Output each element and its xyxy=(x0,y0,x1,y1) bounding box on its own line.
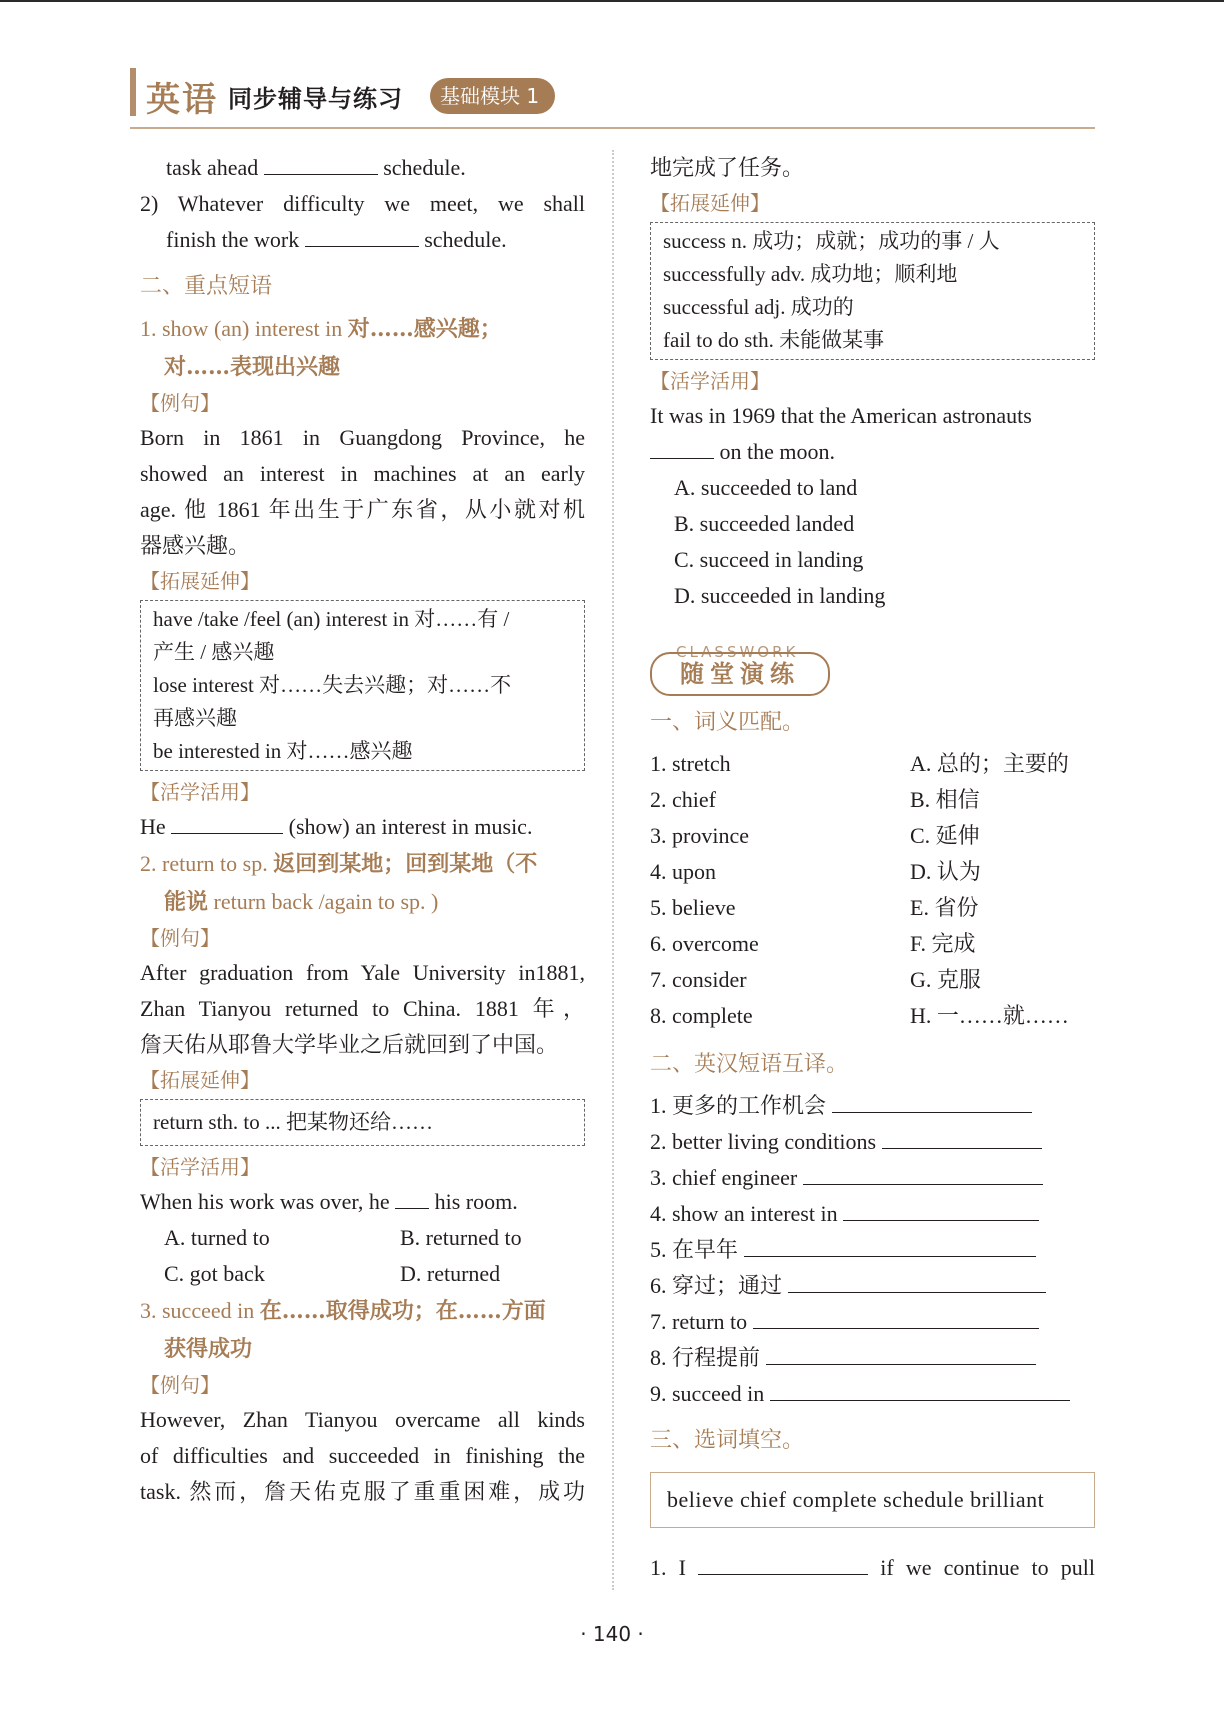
translate-item: 4. show an interest in xyxy=(650,1196,1095,1232)
option-a[interactable]: A. turned to xyxy=(164,1225,270,1250)
match-row: 6. overcome F. 完成 xyxy=(650,931,976,956)
example-3: However, Zhan Tianyou overcame all kinds of difficulties and succeeded in finishing the task. 然而，詹天佑克服了重重困难，成功 xyxy=(140,1407,585,1504)
phrase-3-heading: 3. succeed in 在……取得成功；在……方面 xyxy=(140,1298,546,1324)
section-title-matching: 一、词义匹配。 xyxy=(650,710,805,735)
answer-blank[interactable] xyxy=(788,1270,1046,1293)
right-column xyxy=(650,150,1095,1586)
option-b[interactable]: B. succeeded landed xyxy=(674,511,855,536)
match-row: 8. complete H. 一……就…… xyxy=(650,1003,1069,1028)
option-a[interactable]: A. succeeded to land xyxy=(674,475,858,500)
header-accent-bar xyxy=(130,68,136,116)
match-row: 3. province C. 延伸 xyxy=(650,823,980,848)
match-row: 1. stretch A. 总的；主要的 xyxy=(650,751,1069,776)
answer-blank[interactable] xyxy=(171,811,283,834)
answer-blank[interactable] xyxy=(744,1234,1036,1257)
practice-1: He (show) an interest in music. xyxy=(140,809,585,845)
phrase-1-heading: 1. show (an) interest in 对……感兴趣； xyxy=(140,316,502,342)
option-c[interactable]: C. succeed in landing xyxy=(674,547,864,572)
header-module-badge: 基础模块 1 xyxy=(430,78,555,114)
answer-blank[interactable] xyxy=(650,436,714,459)
translate-item: 5. 在早年 xyxy=(650,1232,1095,1268)
question-2-line-2: finish the work schedule. xyxy=(140,222,585,258)
answer-blank[interactable] xyxy=(843,1198,1039,1221)
answer-blank[interactable] xyxy=(698,1552,868,1575)
classwork-banner xyxy=(650,634,1095,698)
example-2: After graduation from Yale University in1881, Zhan Tianyou returned to China. 1881 年， 詹天佑从耶鲁大学毕业之后就回到了中国。 xyxy=(140,960,585,1057)
section-title-key-phrases: 二、重点短语 xyxy=(140,274,273,299)
extend-box-2: return sth. to ... 把某物还给…… xyxy=(140,1099,585,1146)
tag-extend: 【拓展延伸】 xyxy=(140,1068,260,1092)
example-1: Born in 1861 in Guangdong Province, he showed an interest in machines at an early age. 他 1861 年出生于广东省，从小就对机 器感兴趣。 xyxy=(140,425,585,558)
question-2-line-1: 2) Whatever difficulty we meet, we shall xyxy=(140,191,585,216)
answer-blank[interactable] xyxy=(766,1342,1036,1365)
match-row: 7. consider G. 克服 xyxy=(650,967,981,992)
fill-question-1: 1. I if we continue to pull xyxy=(650,1550,1095,1586)
translate-item: 3. chief engineer xyxy=(650,1160,1095,1196)
matching-list xyxy=(650,746,1095,1034)
match-row: 4. upon D. 认为 xyxy=(650,859,981,884)
practice-3-line-1: It was in 1969 that the American astronauts xyxy=(650,403,1032,428)
column-divider xyxy=(612,150,614,1590)
header-book-title: 同步辅导与练习 xyxy=(228,85,403,113)
answer-blank[interactable] xyxy=(803,1162,1043,1185)
tag-extend: 【拓展延伸】 xyxy=(650,191,770,215)
translation-list xyxy=(650,1088,1095,1412)
phrase-3-heading-cont: 获得成功 xyxy=(164,1336,253,1362)
translate-item: 1. 更多的工作机会 xyxy=(650,1088,1095,1124)
phrase-2-heading: 2. return to sp. 返回到某地；回到某地（不 xyxy=(140,851,538,877)
practice-2: When his work was over, he his room. xyxy=(140,1184,585,1220)
match-row: 5. believe E. 省份 xyxy=(650,895,979,920)
option-c[interactable]: C. got back xyxy=(164,1261,265,1286)
tag-practice: 【活学活用】 xyxy=(650,369,770,393)
left-column xyxy=(140,150,585,1510)
translate-item: 8. 行程提前 xyxy=(650,1340,1095,1376)
example-3-continued: 地完成了任务。 xyxy=(650,155,805,180)
tag-example: 【例句】 xyxy=(140,1373,220,1397)
answer-blank[interactable] xyxy=(753,1306,1039,1329)
word-bank: believe chief complete schedule brilliant xyxy=(650,1472,1095,1528)
classwork-label-en: CLASSWORK xyxy=(676,643,799,661)
translate-item: 9. succeed in xyxy=(650,1376,1095,1412)
header-subject: 英语 xyxy=(146,80,218,120)
answer-blank[interactable] xyxy=(832,1090,1032,1113)
practice-2-options-row-1 xyxy=(140,1220,585,1256)
phrase-2-heading-cont: 能说 return back /again to sp. ) xyxy=(164,889,439,915)
phrase-1-heading-cont: 对……表现出兴趣 xyxy=(164,354,341,380)
continued-question-1: task ahead schedule. xyxy=(140,150,585,186)
answer-blank[interactable] xyxy=(882,1126,1042,1149)
practice-3-options xyxy=(650,470,1095,614)
option-d[interactable]: D. returned xyxy=(400,1261,501,1286)
answer-blank[interactable] xyxy=(770,1378,1070,1401)
translate-item: 7. return to xyxy=(650,1304,1095,1340)
extend-box-1: have /take /feel (an) interest in 对……有 / 产生 / 感兴趣 lose interest 对……失去兴趣；对……不 再感兴趣 be interested in 对……感兴趣 xyxy=(140,600,585,771)
translate-item: 6. 穿过；通过 xyxy=(650,1268,1095,1304)
tag-practice: 【活学活用】 xyxy=(140,780,260,804)
section-title-fill: 三、选词填空。 xyxy=(650,1428,805,1453)
tag-example: 【例句】 xyxy=(140,926,220,950)
answer-blank[interactable] xyxy=(264,152,378,175)
practice-3-line-2: on the moon. xyxy=(650,434,1095,470)
option-d[interactable]: D. succeeded in landing xyxy=(674,583,886,608)
option-b[interactable]: B. returned to xyxy=(400,1225,522,1250)
section-title-translation: 二、英汉短语互译。 xyxy=(650,1052,849,1077)
page-header xyxy=(130,66,1095,132)
tag-extend: 【拓展延伸】 xyxy=(140,569,260,593)
translate-item: 2. better living conditions xyxy=(650,1124,1095,1160)
practice-2-options-row-2 xyxy=(140,1256,585,1292)
page-number: · 140 · xyxy=(580,1622,644,1646)
answer-blank[interactable] xyxy=(395,1186,429,1209)
classwork-label-cn: 随堂演练 xyxy=(650,652,830,696)
tag-example: 【例句】 xyxy=(140,391,220,415)
match-row: 2. chief B. 相信 xyxy=(650,787,980,812)
tag-practice: 【活学活用】 xyxy=(140,1155,260,1179)
extend-box-3: success n. 成功；成就；成功的事 / 人 successfully adv. 成功地；顺利地 successful adj. 成功的 fail to do sth. 未能做某事 xyxy=(650,222,1095,360)
header-rule xyxy=(130,127,1095,129)
answer-blank[interactable] xyxy=(305,224,419,247)
top-rule xyxy=(0,0,1224,2)
